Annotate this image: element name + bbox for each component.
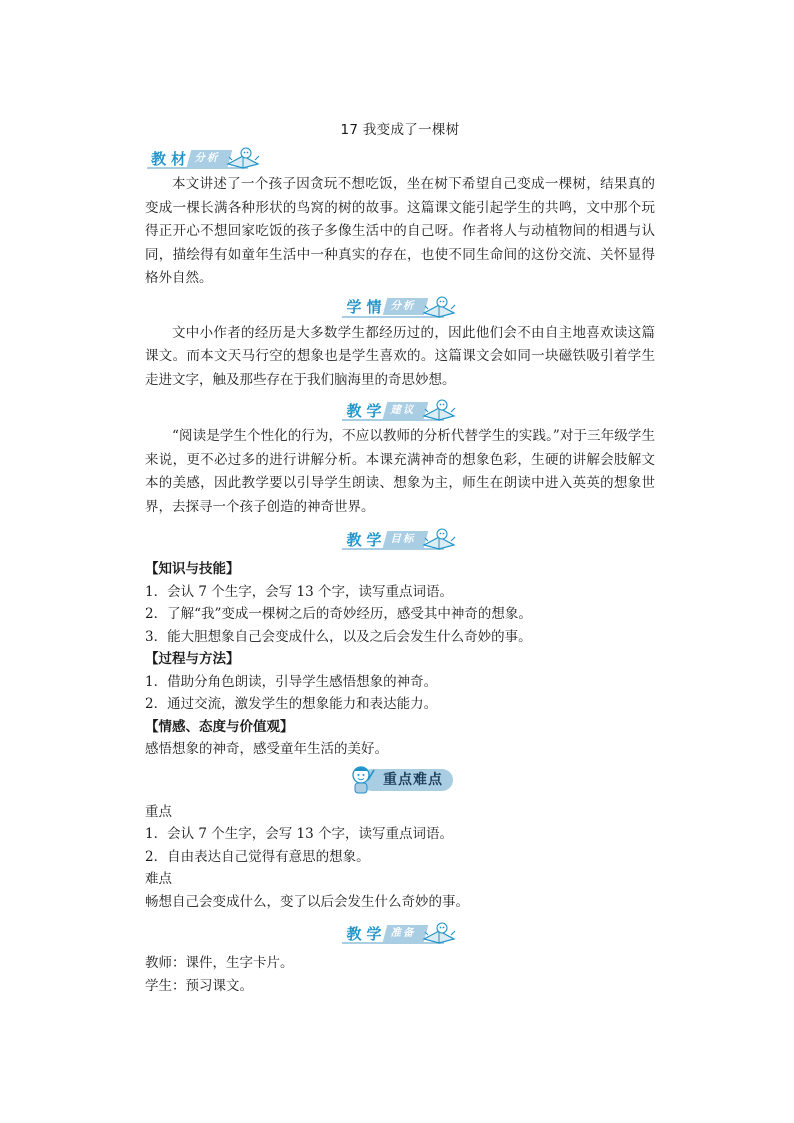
section-header-main: 教材 [151, 149, 192, 168]
objective-heading: 【知识与技能】 [145, 561, 240, 577]
section-header-tag: 目标 [382, 531, 428, 548]
section-header-main: 教学 [346, 530, 387, 549]
key-point-heading: 难点 [145, 871, 172, 887]
objective-item: 2．通过交流，激发学生的想象能力和表达能力。 [145, 696, 438, 712]
book-mascot-icon [420, 527, 458, 551]
objective-item: 1．借助分角色朗读，引导学生感悟想象的神奇。 [145, 673, 438, 690]
preparation-item: 教师：课件，生字卡片。 [145, 955, 294, 971]
section-header-jianyi [145, 398, 655, 425]
section-header-main: 教学 [346, 924, 387, 943]
key-point-heading: 重点 [145, 803, 172, 820]
objective-heading: 【过程与方法】 [145, 651, 240, 667]
section-header-main: 教学 [346, 401, 387, 420]
objectives-list [145, 558, 655, 761]
page-title: 17 我变成了一棵树 [340, 122, 460, 138]
book-mascot-icon [420, 295, 458, 319]
section-header-main: 学情 [346, 298, 387, 316]
section-header-mubiao [145, 527, 655, 554]
key-point-item: 畅想自己会变成什么，变了以后会发生什么奇妙的事。 [145, 893, 469, 910]
section-header-tag: 分析 [382, 298, 428, 315]
section-header-zhongdian [145, 763, 655, 797]
key-point-item: 2．自由表达自己觉得有意思的想象。 [145, 848, 370, 865]
section-header-tag: 建议 [382, 402, 428, 419]
book-mascot-icon [224, 146, 262, 170]
objective-item: 1．会认 7 个生字，会写 13 个字，读写重点词语。 [145, 583, 454, 600]
section-header-tag: 分析 [187, 150, 233, 167]
section-header-zhunbei [145, 921, 655, 948]
preparation-item: 学生：预习课文。 [145, 977, 253, 994]
section-header-xueqing [145, 295, 655, 322]
objective-item: 感悟想象的神奇，感受童年生活的美好。 [145, 741, 388, 757]
key-point-item: 1．会认 7 个生字，会写 13 个字，读写重点词语。 [145, 826, 454, 842]
objective-item: 2．了解“我”变成一棵树之后的奇妙经历，感受其中神奇的想象。 [145, 606, 532, 622]
book-mascot-icon [420, 398, 458, 422]
objective-heading: 【情感、态度与价值观】 [145, 718, 294, 735]
preparation-list [145, 952, 655, 997]
section-header-label: 重点难点 [361, 769, 453, 791]
section-paragraph-xueqing: 文中小作者的经历是大多数学生都经历过的，因此他们会不由自主地喜欢读这篇课文。而本文天马行空的想象也是学生喜欢的。这篇课文会如同一块磁铁吸引着学生走进文字，触及那些存在于我们脑海里的奇思妙想。 [145, 324, 655, 388]
book-mascot-icon [420, 921, 458, 945]
objective-item: 3．能大胆想象自己会变成什么，以及之后会发生什么奇妙的事。 [145, 628, 532, 645]
key-points-list [145, 801, 655, 914]
section-paragraph-jiaocai: 本文讲述了一个孩子因贪玩不想吃饭，坐在树下希望自己变成一棵树，结果真的变成一棵长满各种形状的鸟窝的树的故事。这篇课文能引起学生的共鸣，文中那个玩得正开心不想回家吃饭的孩子多像生活中的自己呀。作者将人与动植物间的相遇与认同，描绘得有如童年生活中一种真实的存在，也使不同生命间的这份交流、关怀显得格外自然。 [145, 176, 655, 286]
lesson-page [145, 118, 655, 997]
section-paragraph-jianyi: “阅读是学生个性化的行为，不应以教师的分析代替学生的实践。”对于三年级学生来说，更不必过多的进行讲解分析。本课充满神奇的想象色彩，生硬的讲解会肢解文本的美感，因此教学要以引导学生朗读、想象为主，师生在朗读中进入英英的想象世界，去探寻一个孩子创造的神奇世界。 [145, 428, 655, 515]
section-header-tag: 准备 [382, 925, 428, 942]
section-header-jiaocai [147, 146, 655, 173]
cartoon-kid-icon [347, 764, 377, 796]
